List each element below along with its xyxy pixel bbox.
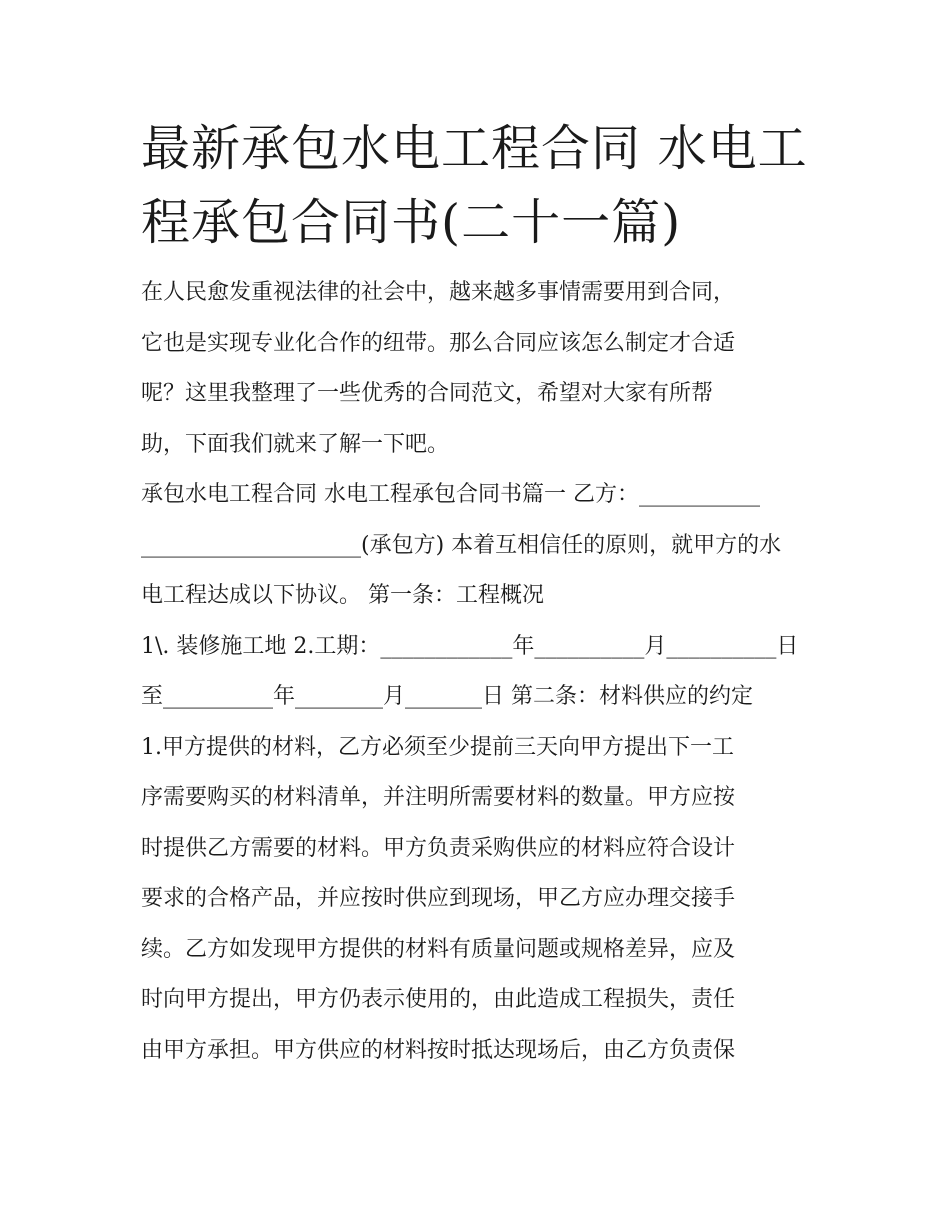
material-supply-paragraph: 1.甲方提供的材料，乙方必须至少提前三天向甲方提出下一工 序需要购买的材料清单，并注明所需要材料的数量。甲方应按 时提供乙方需要的材料。甲方负责采购供应的材料应符合设计 要求的合格产品，并应按时供应到现场，甲乙方应办理交接手 续。乙方如发现甲方提供的材料有质量问题或规格差异，应及 时向甲方提出，甲方仍表示使用的，由此造成工程损失，责任 由甲方承担。甲方供应的材料按时抵达现场后，由乙方负责保 [141, 734, 736, 1063]
document-page [141, 112, 813, 1076]
contract-heading-paragraph: 承包水电工程合同 水电工程承包合同书篇一 乙方：___________ ____________________(承包方) 本着互相信任的原则，就甲方的水 电工程达成以下协议。 第一条：工程概况 [141, 482, 782, 608]
project-schedule-paragraph: 1\. 装修施工地 2.工期：____________年__________月__________日 至__________年________月_______日 第二条：材料供应的约定 [141, 633, 799, 709]
document-title: 最新承包水电工程合同 水电工 程承包合同书(二十一篇) [141, 120, 808, 251]
intro-paragraph: 在人民愈发重视法律的社会中，越来越多事情需要用到合同， 它也是实现专业化合作的纽带。那么合同应该怎么制定才合适 呢？这里我整理了一些优秀的合同范文，希望对大家有所帮 助，下面我们就来了解一下吧。 [141, 280, 736, 457]
